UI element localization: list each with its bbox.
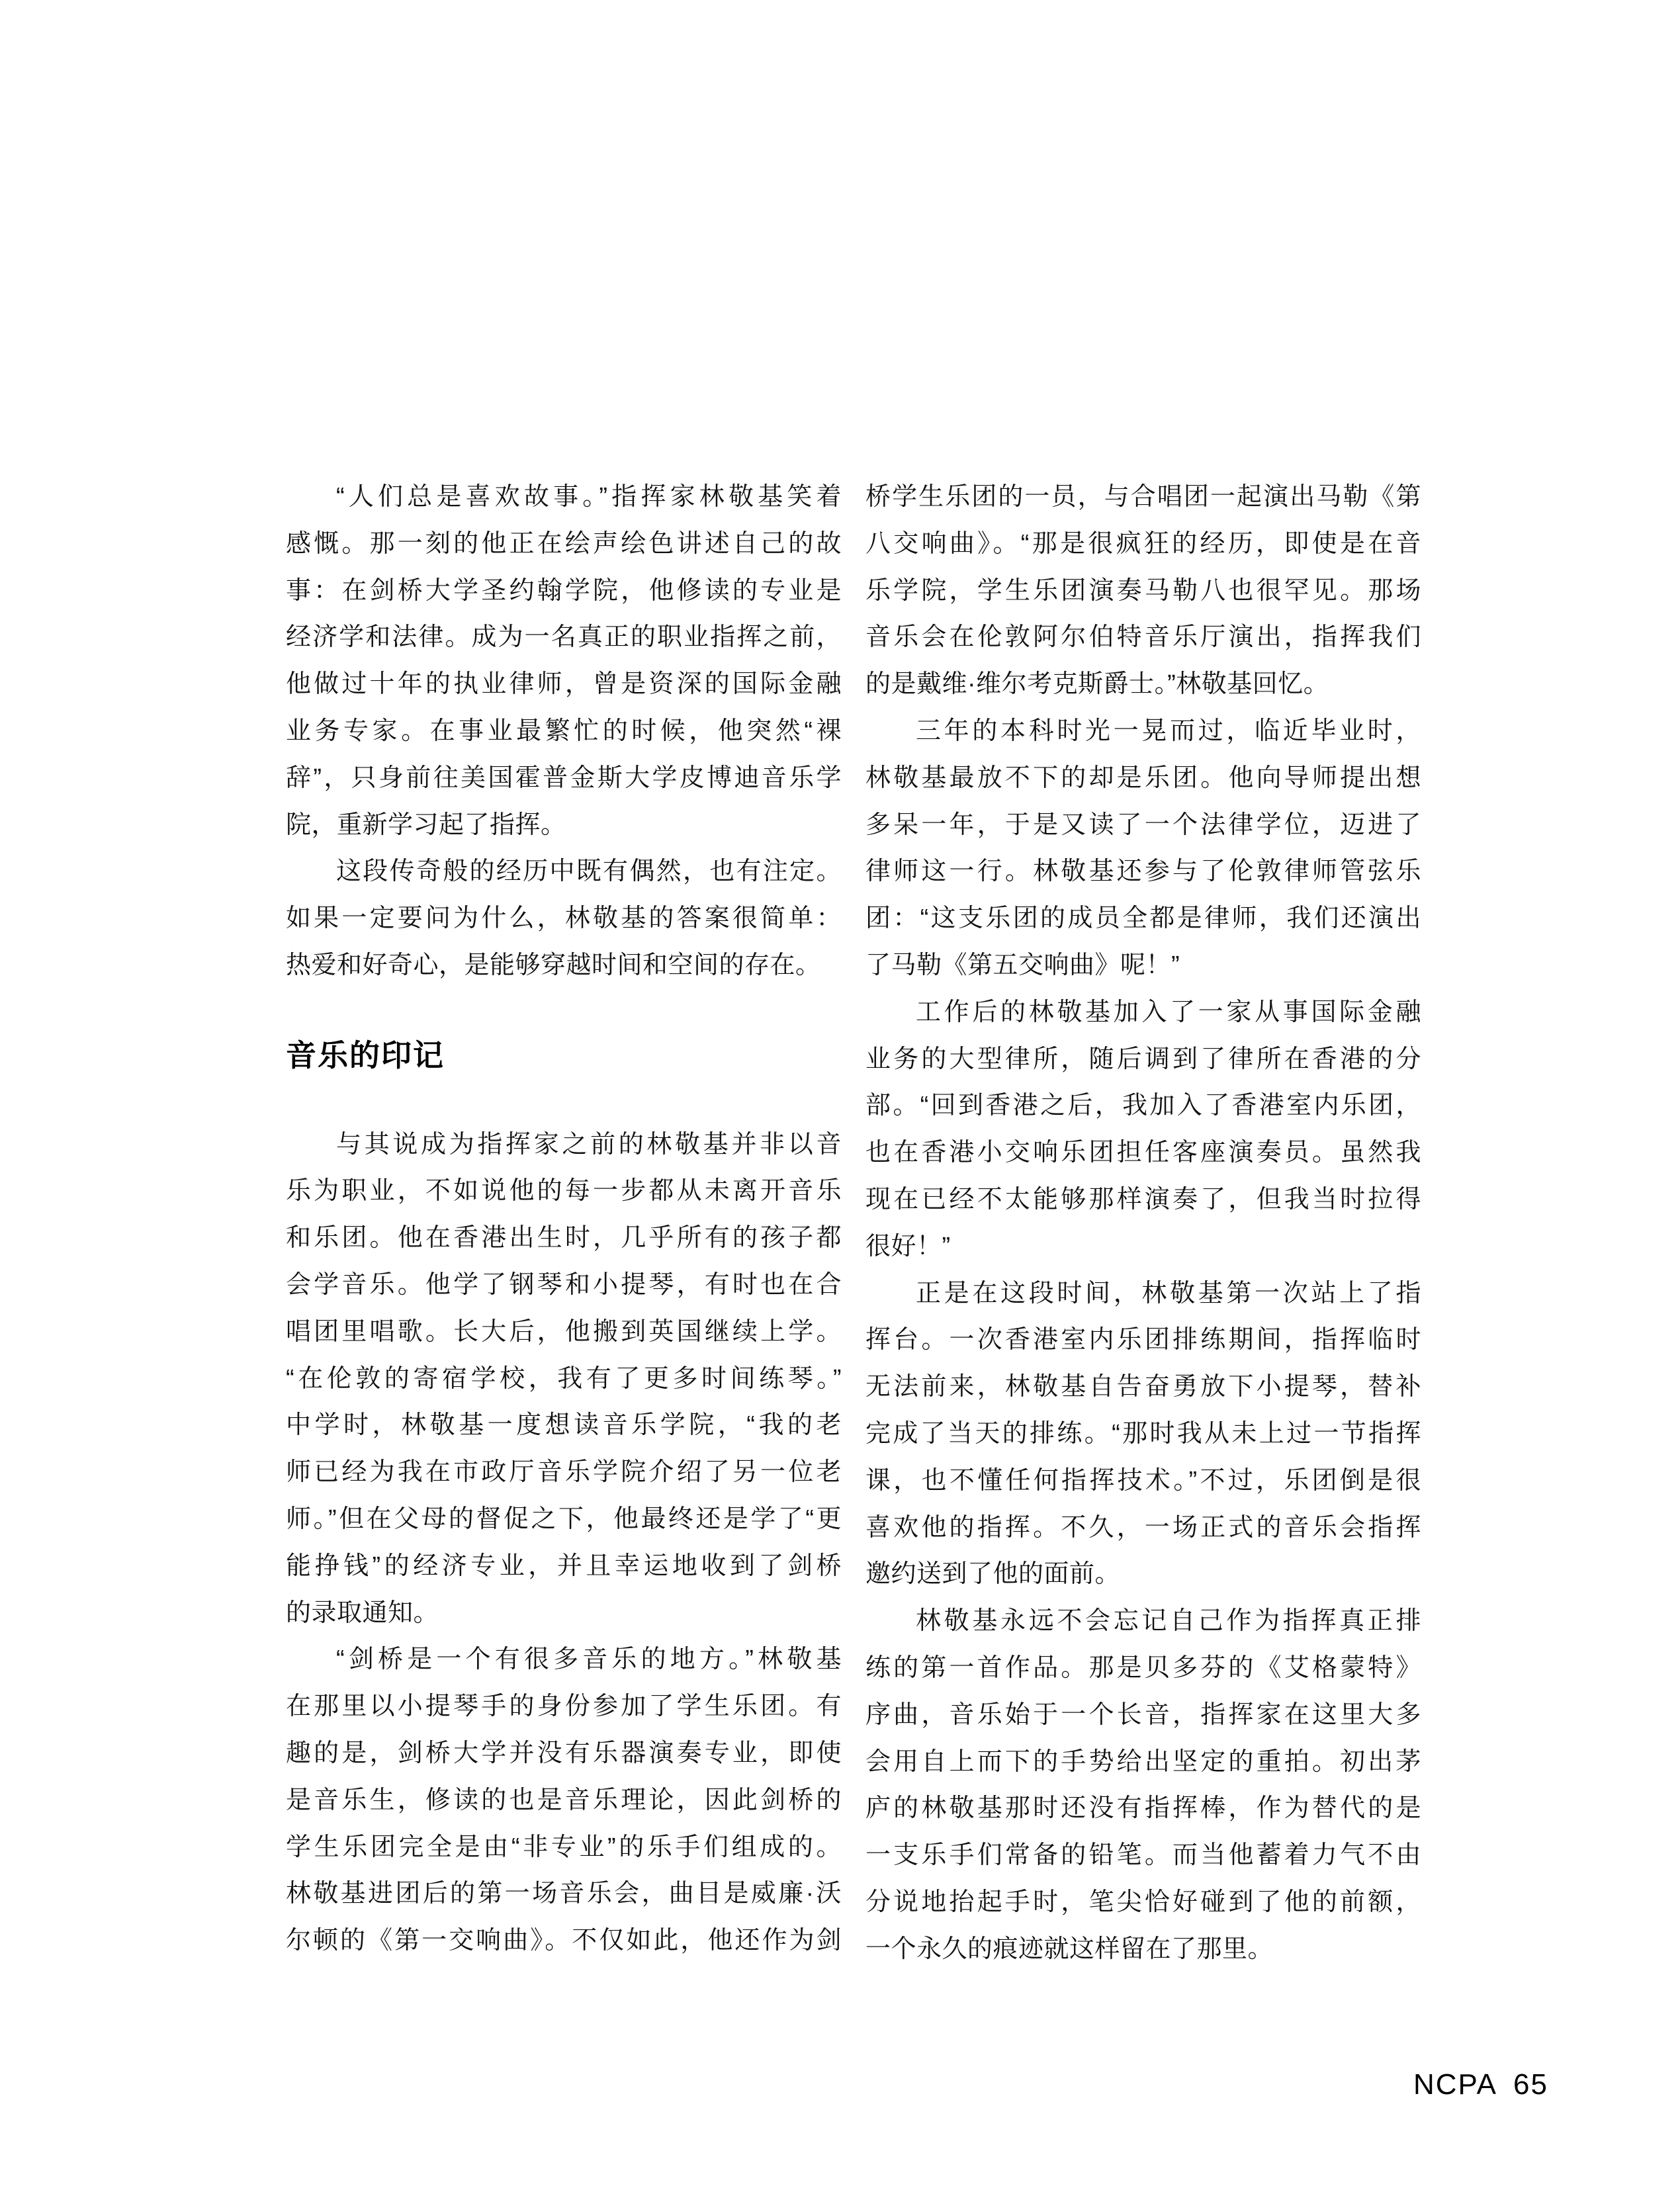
text-line: 师。”但在父母的督促之下，他最终还是学了“更: [286, 1505, 842, 1533]
text-line: 感慨。那一刻的他正在绘声绘色讲述自己的故: [286, 529, 842, 558]
text-line: 挥台。一次香港室内乐团排练期间，指挥临时: [865, 1326, 1421, 1354]
text-line: 他做过十年的执业律师，曾是资深的国际金融: [286, 670, 842, 699]
text-line: “剑桥是一个有很多音乐的地方。”林敬基: [336, 1645, 842, 1674]
text-line: 律师这一行。林敬基还参与了伦敦律师管弦乐: [865, 857, 1421, 886]
text-line: 正是在这段时间，林敬基第一次站上了指: [916, 1279, 1421, 1307]
text-line: 业务的大型律所，随后调到了律所在香港的分: [865, 1045, 1421, 1073]
text-line: 庐的林敬基那时还没有指挥棒，作为替代的是: [865, 1794, 1421, 1823]
text-line: 课，也不懂任何指挥技术。”不过，乐团倒是很: [865, 1466, 1421, 1495]
text-line: 经济学和法律。成为一名真正的职业指挥之前，: [286, 623, 842, 652]
text-line: 热爱和好奇心，是能够穿越时间和空间的存在。: [286, 951, 821, 979]
text-line: 院，重新学习起了指挥。: [286, 810, 566, 839]
text-line: 练的第一首作品。那是贝多芬的《艾格蒙特》: [865, 1653, 1421, 1682]
text-line: 分说地抬起手时，笔尖恰好碰到了他的前额，: [865, 1888, 1421, 1916]
text-line: 完成了当天的排练。“那时我从未上过一节指挥: [865, 1419, 1421, 1448]
text-line: 三年的本科时光一晃而过，临近毕业时，: [916, 717, 1421, 745]
text-line: 很好！”: [865, 1232, 951, 1260]
text-line: 林敬基永远不会忘记自己作为指挥真正排: [916, 1607, 1421, 1636]
text-line: 唱团里唱歌。长大后，他搬到英国继续上学。: [286, 1317, 842, 1346]
text-line: 邀约送到了他的面前。: [865, 1560, 1121, 1589]
text-line: 工作后的林敬基加入了一家从事国际金融: [916, 998, 1421, 1026]
footer-page-number: 65: [1513, 2068, 1548, 2101]
text-line: 能挣钱”的经济专业，并且幸运地收到了剑桥: [286, 1552, 842, 1580]
text-line: 师已经为我在市政厅音乐学院介绍了另一位老: [286, 1458, 842, 1487]
text-line: 在那里以小提琴手的身份参加了学生乐团。有: [286, 1692, 842, 1721]
text-line: 一支乐手们常备的铅笔。而当他蓄着力气不由: [865, 1841, 1421, 1870]
text-line: 辞”，只身前往美国霍普金斯大学皮博迪音乐学: [286, 764, 842, 792]
text-column-left: [286, 474, 842, 1964]
text-line: 林敬基进团后的第一场音乐会，曲目是威廉·沃: [286, 1880, 842, 1908]
text-line: 了马勒《第五交响曲》呢！”: [865, 951, 1180, 979]
text-line: 也在香港小交响乐团担任客座演奏员。虽然我: [865, 1139, 1421, 1167]
text-line: 学生乐团完全是由“非专业”的乐手们组成的。: [286, 1833, 842, 1861]
text-line: 音乐会在伦敦阿尔伯特音乐厅演出，指挥我们: [865, 623, 1421, 652]
text-line: 现在已经不太能够那样演奏了，但我当时拉得: [865, 1185, 1421, 1213]
text-line: 事：在剑桥大学圣约翰学院，他修读的专业是: [286, 576, 842, 605]
text-line: “人们总是喜欢故事。”指挥家林敬基笑着: [336, 483, 842, 511]
text-line: 喜欢他的指挥。不久，一场正式的音乐会指挥: [865, 1513, 1421, 1542]
text-line: 趣的是，剑桥大学并没有乐器演奏专业，即使: [286, 1739, 842, 1767]
text-line: 桥学生乐团的一员，与合唱团一起演出马勒《第: [865, 483, 1421, 511]
text-line: 部。“回到香港之后，我加入了香港室内乐团，: [865, 1092, 1421, 1120]
text-line: 与其说成为指挥家之前的林敬基并非以音: [336, 1130, 842, 1159]
text-line: 的是戴维·维尔考克斯爵士。”林敬基回忆。: [865, 670, 1329, 699]
text-line: 的录取通知。: [286, 1598, 439, 1627]
text-line: 会学音乐。他学了钢琴和小提琴，有时也在合: [286, 1270, 842, 1299]
text-line: 业务专家。在事业最繁忙的时候，他突然“裸: [286, 717, 842, 745]
text-line: 团：“这支乐团的成员全都是律师，我们还演出: [865, 904, 1421, 933]
text-line: 如果一定要问为什么，林敬基的答案很简单：: [286, 904, 842, 933]
text-line: 中学时，林敬基一度想读音乐学院，“我的老: [286, 1411, 842, 1440]
text-line: 林敬基最放不下的却是乐团。他向导师提出想: [865, 764, 1421, 792]
text-column-right: [865, 474, 1421, 1973]
page-footer: [1413, 2068, 1548, 2101]
text-line: 会用自上而下的手势给出坚定的重拍。初出茅: [865, 1747, 1421, 1776]
text-line: 一个永久的痕迹就这样留在了那里。: [865, 1935, 1274, 1963]
text-line: 这段传奇般的经历中既有偶然，也有注定。: [336, 857, 842, 886]
text-line: 序曲，音乐始于一个长音，指挥家在这里大多: [865, 1700, 1421, 1729]
footer-publication-label: NCPA: [1413, 2068, 1497, 2101]
text-line: 无法前来，林敬基自告奋勇放下小提琴，替补: [865, 1373, 1421, 1401]
text-line: 乐为职业，不如说他的每一步都从未离开音乐: [286, 1177, 842, 1205]
text-line: 是音乐生，修读的也是音乐理论，因此剑桥的: [286, 1786, 842, 1814]
text-line: 多呆一年，于是又读了一个法律学位，迈进了: [865, 810, 1421, 839]
section-heading: 音乐的印记: [286, 1037, 445, 1072]
text-line: 和乐团。他在香港出生时，几乎所有的孩子都: [286, 1224, 842, 1252]
text-line: “在伦敦的寄宿学校，我有了更多时间练琴。”: [286, 1364, 842, 1393]
text-line: 乐学院，学生乐团演奏马勒八也很罕见。那场: [865, 576, 1421, 605]
text-line: 八交响曲》。“那是很疯狂的经历，即使是在音: [865, 529, 1421, 558]
text-line: 尔顿的《第一交响曲》。不仅如此，他还作为剑: [286, 1927, 842, 1955]
